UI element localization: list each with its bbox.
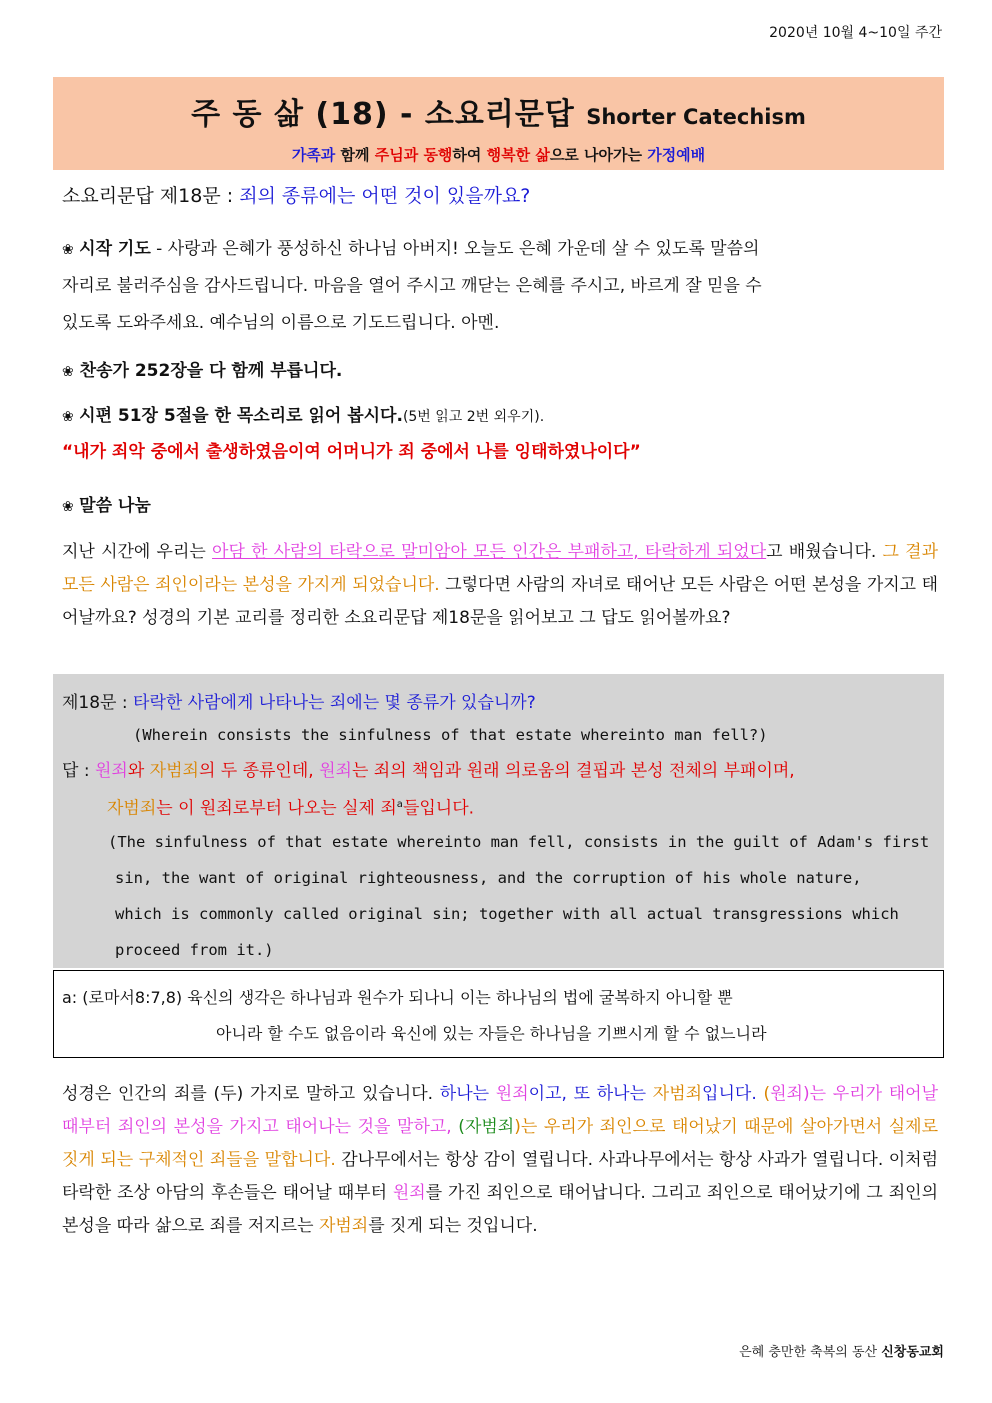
term-original-sin: 원죄 <box>319 761 352 781</box>
catechism-question-english: (Wherein consists the sinfulness of that estate whereinto man fell?) <box>133 726 768 744</box>
issue-date: 2020년 10월 4~10일 주간 <box>769 25 942 41</box>
text-run: 의 두 종류인데, <box>198 761 320 781</box>
psalm-instruction <box>62 401 544 426</box>
text-run: 성경은 인간의 죄를 (두) 가지로 말하고 있습니다. <box>62 1084 440 1104</box>
term-actual-sin: 자범죄 <box>652 1084 703 1104</box>
highlight-phrase: 아담 한 사람의 타락으로 말미암아 모든 인간은 부패하고, 타락하게 되었다 <box>212 542 767 562</box>
flower-bullet-icon: ❀ <box>62 409 74 425</box>
footer <box>739 1341 944 1360</box>
flower-bullet-icon: ❀ <box>62 242 74 258</box>
text-run: ( <box>756 1084 771 1104</box>
hymn-instruction <box>62 356 342 381</box>
answer-english-line: which is commonly called original sin; together with all actual transgressions which <box>115 905 899 923</box>
question-number: 제18문 : <box>62 693 134 713</box>
hymn-text: 찬송가 252장을 다 함께 부릅니다. <box>79 361 343 381</box>
text-run: 감나무에서는 항상 감이 열립니다. 사과나무에서는 항상 사과가 열립니다. 이처럼 타락한 조상 아담의 후손들은 태어날 때부터 <box>62 1150 938 1203</box>
term-original-sin: 원죄 <box>770 1084 803 1104</box>
text-run: 를 짓게 되는 것입니다. <box>368 1216 538 1236</box>
answer-english-line: sin, the want of original righteousness, and the corruption of his whole nature, <box>115 869 862 887</box>
highlight-phrase: 그 결과 모든 사람은 죄인이라는 본성을 가지게 되었습니다. <box>62 542 939 595</box>
term-actual-sin: 자범죄 <box>464 1117 515 1137</box>
footer-text: 은혜 충만한 축복의 동산 <box>739 1345 882 1360</box>
prayer-line: 있도록 도와주세요. 예수님의 이름으로 기도드립니다. 아멘. <box>62 313 500 333</box>
term-original-sin: 원죄 <box>94 761 128 781</box>
footnote-line: a: (로마서8:7,8) 육신의 생각은 하나님과 원수가 되나니 이는 하나님의 법에 굴복하지 아니할 뿐 <box>62 988 733 1007</box>
subtitle-run: 행복한 삶 <box>486 146 550 164</box>
text-run: 와 <box>127 761 150 781</box>
psalm-verse: “내가 죄악 중에서 출생하였음이여 어머니가 죄 중에서 나를 잉태하였나이다” <box>62 442 641 462</box>
text-run: )는 우리가 죄인으로 태어났기 때문에 살아가면서 실제로 짓게 되는 구체적인 죄들을 말합니다. <box>62 1117 938 1170</box>
subtitle-run: 동행 <box>418 146 453 164</box>
text-run: 를 가진 죄인으로 태어납니다. 그리고 죄인으로 태어났기에 그 죄인의 본성을 따라 삶으로 죄를 저지르는 <box>62 1183 938 1236</box>
subtitle-run: 주님과 <box>374 146 419 164</box>
text-run: ( <box>451 1117 465 1137</box>
text-run: 고 배웠습니다. <box>766 542 883 562</box>
subtitle-run: 으로 나아가는 <box>549 146 648 164</box>
text-run: 입니다. <box>702 1084 757 1104</box>
question-text: 타락한 사람에게 나타나는 죄에는 몇 종류가 있습니까? <box>133 693 536 713</box>
psalm-text: 시편 51장 5절을 한 목소리로 읽어 봅시다. <box>79 406 403 426</box>
sharing-paragraph <box>62 536 938 635</box>
subtitle-run: 가정예배 <box>647 146 706 164</box>
page-title <box>53 89 944 133</box>
catechism-box <box>53 674 944 968</box>
prayer-line: 자리로 불러주심을 감사드립니다. 마음을 열어 주시고 깨닫는 은혜를 주시고, 바르게 잘 믿을 수 <box>62 276 762 296</box>
flower-bullet-icon: ❀ <box>62 364 74 380</box>
title-english: Shorter Catechism <box>586 105 806 129</box>
text-run: 그렇다면 사람의 자녀로 태어난 모든 사람은 어떤 본성을 가지고 태어날까요? 성경의 기본 교리를 정리한 소요리문답 제18문을 읽어보고 그 답도 읽어볼까요? <box>62 575 938 628</box>
catechism-question <box>62 688 536 713</box>
subtitle-run: 가족과 <box>291 146 336 164</box>
term-actual-sin: 자범죄 <box>107 798 157 819</box>
catechism-answer <box>62 754 942 826</box>
church-name: 신창동교회 <box>881 1345 944 1360</box>
term-original-sin: 원죄 <box>392 1183 426 1203</box>
text-run: 는 죄의 책임과 원래 의로움의 결핍과 본성 전체의 부패이며, <box>351 761 795 781</box>
banner-subtitle <box>53 144 944 165</box>
text-run: 는 이 원죄로부터 나오는 실제 죄 <box>156 798 397 819</box>
prayer-line: - 사랑과 은혜가 풍성하신 하나님 아버지! 오늘도 은혜 가운데 살 수 있도록 말씀의 <box>150 239 760 259</box>
answer-english-line: (The sinfulness of that estate whereinto man fell, consists in the guilt of Adam's first <box>108 833 930 851</box>
text-run: 들입니다. <box>402 798 475 819</box>
psalm-note: (5번 읽고 2번 외우기). <box>402 409 545 425</box>
question-text: 죄의 종류에는 어떤 것이 있을까요? <box>239 185 531 207</box>
text-run: 이고, 또 하나는 <box>528 1084 653 1104</box>
catechism-answer-english <box>108 824 929 968</box>
subtitle-run: 하여 <box>452 146 487 164</box>
answer-english-line: proceed from it.) <box>115 941 274 959</box>
prayer-heading: 시작 기도 <box>79 239 151 259</box>
answer-label: 답 : <box>62 761 95 781</box>
term-actual-sin: 자범죄 <box>318 1216 369 1236</box>
closing-paragraph <box>62 1078 938 1243</box>
opening-prayer <box>62 233 938 344</box>
title-banner <box>53 77 944 170</box>
title-korean: 주 동 삶 (18) - 소요리문답 <box>191 97 575 132</box>
flower-bullet-icon: ❀ <box>62 499 74 515</box>
footnote-box <box>53 970 944 1058</box>
question-label: 소요리문답 제18문 : <box>62 185 240 207</box>
term-original-sin: 원죄 <box>495 1084 529 1104</box>
subtitle-run: 함께 <box>335 146 375 164</box>
text-run: )는 우리가 태어날 때부터 죄인의 본성을 가지고 태어나는 것을 말하고, <box>62 1084 938 1137</box>
text-run: 하나는 <box>439 1084 496 1104</box>
sharing-heading <box>62 491 151 516</box>
footnote-marker: a <box>396 799 403 810</box>
term-actual-sin: 자범죄 <box>149 761 199 781</box>
footnote-line: 아니라 할 수도 없음이라 육신에 있는 자들은 하나님을 기쁘시게 할 수 없느니라 <box>216 1024 767 1043</box>
question-heading <box>62 181 530 208</box>
sharing-title: 말씀 나눔 <box>79 496 151 516</box>
text-run: 지난 시간에 우리는 <box>62 542 213 562</box>
